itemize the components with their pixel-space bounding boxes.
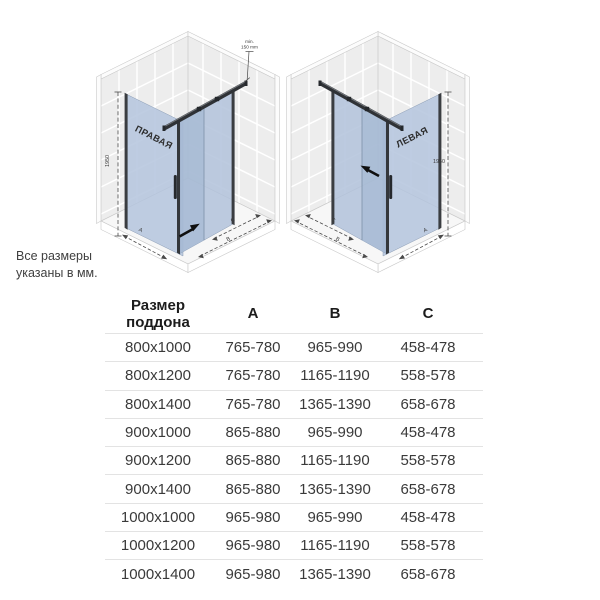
cell-dim-c: 658-678 <box>400 565 456 583</box>
size-table <box>105 294 483 588</box>
min-gap-line2: 150 mm <box>241 44 258 50</box>
table-row <box>105 474 483 502</box>
units-note-line2: указаны в мм. <box>16 266 98 280</box>
cell-dim-a: 865-880 <box>225 424 281 442</box>
cell-dim-b: 1165-1190 <box>300 367 370 385</box>
height-dimension-label: 1950 <box>105 155 111 167</box>
table-header-row <box>105 294 483 333</box>
cell-dim-b: 1365-1390 <box>299 480 371 498</box>
cell-dim-a: 965-980 <box>225 508 281 526</box>
header-dim-c: C <box>422 305 434 322</box>
diagram-left-door-version <box>283 30 473 292</box>
dim-c-label: C <box>329 217 337 225</box>
cell-dim-a: 765-780 <box>225 367 281 385</box>
cell-dim-a: 865-880 <box>225 480 281 498</box>
cell-tray-size: 900x1000 <box>125 424 191 442</box>
cell-dim-c: 558-578 <box>400 452 456 470</box>
table-row <box>105 446 483 474</box>
cell-tray-size: 1000x1400 <box>120 565 196 583</box>
table-row <box>105 361 483 389</box>
cell-tray-size: 1000x1000 <box>120 508 196 526</box>
cell-dim-b: 965-990 <box>307 424 363 442</box>
cell-tray-size: 1000x1200 <box>120 537 196 555</box>
diagram-right-door-version <box>93 30 283 292</box>
cell-dim-a: 765-780 <box>225 339 281 357</box>
cell-dim-c: 558-578 <box>400 367 456 385</box>
table-row <box>105 559 483 587</box>
cell-dim-b: 965-990 <box>307 339 363 357</box>
left-version-label: ЛЕВАЯ <box>394 125 430 150</box>
cell-dim-c: 458-478 <box>400 508 456 526</box>
header-tray-size: Размер поддона <box>126 296 190 331</box>
table-row <box>105 531 483 559</box>
dim-a-label: A <box>422 227 429 235</box>
size-table-body <box>105 333 483 588</box>
cell-dim-a: 965-980 <box>225 565 281 583</box>
cell-dim-b: 1365-1390 <box>299 565 371 583</box>
table-row <box>105 390 483 418</box>
height-dimension-label: 1950 <box>433 159 445 165</box>
units-note <box>16 248 116 282</box>
dim-b-label: B <box>334 236 341 244</box>
dim-c-label: C <box>229 217 237 225</box>
cell-tray-size: 900x1200 <box>125 452 191 470</box>
cell-dim-a: 765-780 <box>225 395 281 413</box>
cell-dim-c: 458-478 <box>400 339 456 357</box>
dim-a-label: A <box>137 227 144 235</box>
right-version-label: ПРАВАЯ <box>133 123 175 152</box>
cell-dim-b: 965-990 <box>307 508 363 526</box>
cell-dim-b: 1365-1390 <box>299 395 371 413</box>
cell-dim-c: 658-678 <box>400 395 456 413</box>
cell-dim-a: 965-980 <box>225 537 281 555</box>
cell-tray-size: 900x1400 <box>125 480 191 498</box>
cell-tray-size: 800x1400 <box>125 395 191 413</box>
cell-tray-size: 800x1200 <box>125 367 191 385</box>
table-row <box>105 418 483 446</box>
header-dim-b: B <box>329 305 341 322</box>
cell-dim-b: 1165-1190 <box>300 537 370 555</box>
table-row <box>105 333 483 361</box>
cell-dim-a: 865-880 <box>225 452 281 470</box>
units-note-line1: Все размеры <box>16 249 92 263</box>
min-gap-line1: min. <box>245 39 254 44</box>
cell-dim-c: 458-478 <box>400 424 456 442</box>
table-row <box>105 503 483 531</box>
cell-tray-size: 800x1000 <box>125 339 191 357</box>
cell-dim-b: 1165-1190 <box>300 452 370 470</box>
cell-dim-c: 558-578 <box>400 537 456 555</box>
cell-dim-c: 658-678 <box>400 480 456 498</box>
dim-b-label: B <box>225 236 232 244</box>
header-dim-a: A <box>247 305 259 322</box>
